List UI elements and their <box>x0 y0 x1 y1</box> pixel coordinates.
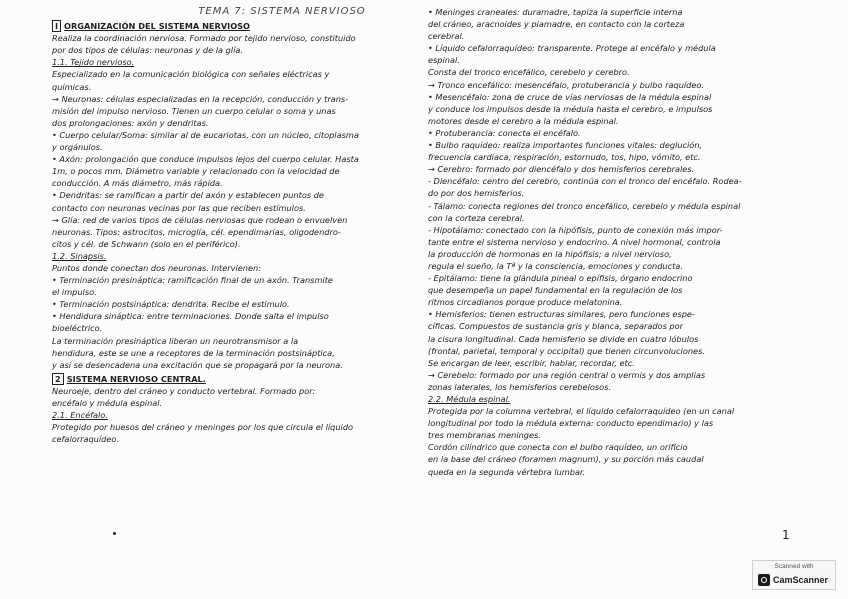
note-line: y así se desencadena una excitación que se propagará por la neurona. <box>52 359 343 370</box>
note-line: queda en la segunda vértebra lumbar. <box>428 466 586 477</box>
left-column <box>52 6 422 445</box>
note-line: cefalorraquídeo. <box>52 434 119 445</box>
note-line: por dos tipos de células: neuronas y de la glía. <box>52 45 243 56</box>
note-line: en la base del cráneo (foramen magnum), y su porción más caudal <box>428 454 704 465</box>
note-line: y conduce los impulsos desde la médula hasta el cerebro, e impulsos <box>428 103 713 114</box>
note-line: 1m, o pocos mm. Diámetro variable y relacionado con la velocidad de <box>52 166 340 177</box>
note-line: • Hendidura sináptica: entre terminaciones. Donde salta el impulso <box>52 311 329 322</box>
note-line: tres membranas meninges. <box>428 430 541 441</box>
note-line: • Cuerpo celular/Soma: similar al de eucariotas, con un núcleo, citoplasma <box>52 129 359 140</box>
note-line: contacto con neuronas vecinas por las que reciben estímulos. <box>52 202 306 213</box>
section-number-box: I <box>52 20 61 32</box>
note-line: el impulso. <box>52 287 97 298</box>
note-line: motores desde el cerebro a la médula espinal. <box>428 115 619 126</box>
note-line: → Tronco encefálico: mesencéfalo, protuberancia y bulbo raquídeo. <box>428 79 705 90</box>
note-line: Realiza la coordinación nerviosa. Formado por tejido nervioso, constituido <box>52 33 356 44</box>
page-number: 1 <box>782 528 790 542</box>
camscanner-logo-icon <box>758 574 770 586</box>
note-line: do por dos hemisferios. <box>428 188 525 199</box>
note-line: Puntos donde conectan dos neuronas. Intervienen: <box>52 262 261 273</box>
note-line: frecuencia cardíaca, respiración, estornudo, tos, hipo, vómito, etc. <box>428 152 701 163</box>
note-line: • Protuberancia: conecta el encéfalo. <box>428 127 581 138</box>
section-heading-text: ORGANIZACIÓN DEL SISTEMA NERVIOSO <box>64 21 251 32</box>
note-line: neuronas. Tipos: astrocitos, microglía, cél. ependimarias, oligodendro- <box>52 226 341 237</box>
note-line: misión del impulso nervioso. Tienen un cuerpo celular o soma y unas <box>52 105 336 116</box>
note-line: ritmos circadianos porque produce melatonina. <box>428 297 623 308</box>
note-line: del cráneo, aracnoides y piamadre, en contacto con la corteza <box>428 19 685 30</box>
subsection-heading: 1.2. Sinapsis. <box>52 250 107 261</box>
ink-dot <box>113 532 116 535</box>
note-line: → Cerebelo: formado por una región central o vermis y dos amplias <box>428 369 706 380</box>
page-title: TEMA 7: SISTEMA NERVIOSO <box>198 6 366 17</box>
note-line: Especializado en la comunicación biológica con señales eléctricas y <box>52 69 330 80</box>
note-line: • Dendritas: se ramifican a partir del axón y establecen puntos de <box>52 190 324 201</box>
note-line: • Bulbo raquídeo: realiza importantes funciones vitales: deglución, <box>428 140 703 151</box>
note-line: - Epitálamo: tiene la glándula pineal o epífisis, órgano endocrino <box>428 273 693 284</box>
note-line: y orgánulos. <box>52 142 103 153</box>
note-line: • Axón: prolongación que conduce impulsos lejos del cuerpo celular. Hasta <box>52 154 359 165</box>
camscanner-watermark <box>752 560 836 590</box>
note-line: Protegido por huesos del cráneo y meninges por los que circula el líquido <box>52 422 354 433</box>
note-line: hendidura, este se une a receptores de la terminación postsináptica, <box>52 347 335 358</box>
section-number-box: 2 <box>52 373 64 385</box>
section-heading <box>52 20 422 32</box>
note-line: Protegida por la columna vertebral, el líquido cefalorraquídeo (en un canal <box>428 406 735 417</box>
note-line: Consta del tronco encefálico, cerebelo y cerebro. <box>428 67 630 78</box>
note-line: cíficas. Compuestos de sustancia gris y blanca, separados por <box>428 321 684 332</box>
note-line: la cisura longitudinal. Cada hemisferio se divide en cuatro lóbulos <box>428 333 699 344</box>
watermark-caption: Scanned with <box>774 563 814 570</box>
note-line: que desempeña un papel fundamental en la regulación de los <box>428 285 683 296</box>
note-line: bioeléctrico. <box>52 323 103 334</box>
subsection-heading: 1.1. Tejido nervioso. <box>52 57 135 68</box>
note-line: → Neuronas: células especializadas en la recepción, conducción y trans- <box>52 93 349 104</box>
section-heading-text: SISTEMA NERVIOSO CENTRAL. <box>66 373 206 384</box>
note-line: dos prolongaciones: axón y dendritas. <box>52 117 209 128</box>
note-line: regula el sueño, la Tª y la consciencia, emociones y conducta. <box>428 260 683 271</box>
subsection-heading: 2.1. Encéfalo. <box>52 410 108 421</box>
note-line: cerebral. <box>428 31 465 42</box>
note-line: conducción. A más diámetro, más rápida. <box>52 178 223 189</box>
section-heading <box>52 373 422 385</box>
note-line: • Hemisferios: tienen estructuras similares, pero funciones espe- <box>428 309 695 320</box>
note-line: longitudinal por todo la médula externa: conducto ependimario) y las <box>428 418 714 429</box>
note-line: • Mesencéfalo: zona de cruce de vías nerviosas de la médula espinal <box>428 91 712 102</box>
note-line: • Terminación presináptica: ramificación final de un axón. Transmite <box>52 275 333 286</box>
subsection-heading: 2.2. Médula espinal. <box>428 394 511 404</box>
note-line: → Glía: red de varios tipos de células nerviosas que rodean o envuelven <box>52 214 348 225</box>
note-line: (frontal, parietal, temporal y occipital) que tienen circunvoluciones. <box>428 345 705 356</box>
note-line: Se encargan de leer, escribir, hablar, recordar, etc. <box>428 357 635 368</box>
note-line: • Líquido cefalorraquídeo: transparente. Protege al encéfalo y médula <box>428 43 716 54</box>
note-line: Neuroeje, dentro del cráneo y conducto vertebral. Formado por: <box>52 385 316 396</box>
note-line: • Terminación postsináptica: dendrita. Recibe el estímulo. <box>52 299 290 310</box>
note-line: zonas laterales, los hemisferios cerebelosos. <box>428 381 612 392</box>
note-line: - Tálamo: conecta regiones del tronco encefálico, cerebelo y médula espinal <box>428 200 741 211</box>
note-line: tante entre el sistema nervioso y endocrino. A nivel hormonal, controla <box>428 236 721 247</box>
note-line: encéfalo y médula espinal. <box>52 398 163 408</box>
note-line: citos y cél. de Schwann (solo en el periférico). <box>52 238 241 249</box>
note-line: - Hipotálamo: conectado con la hipófisis, punto de conexión más impor- <box>428 224 723 235</box>
note-line: La terminación presináptica liberan un neurotransmisor a la <box>52 335 299 346</box>
note-line: Cordón cilíndrico que conecta con el bulbo raquídeo, un orificio <box>428 442 688 453</box>
note-line: • Meninges craneales: duramadre, tapiza la superficie interna <box>428 7 683 17</box>
note-line: la producción de hormonas en la hipófisis; a nivel nervioso, <box>428 248 672 259</box>
right-column <box>428 6 800 478</box>
note-line: con la corteza cerebral. <box>428 212 525 223</box>
watermark-brand: CamScanner <box>773 575 829 585</box>
note-line: químicas. <box>52 81 92 92</box>
note-line: espinal. <box>428 55 460 66</box>
note-line: → Cerebro: formado por diencéfalo y dos hemisferios cerebrales. <box>428 164 695 175</box>
note-line: - Diencéfalo: centro del cerebro, continúa con el tronco del encéfalo. Rodea- <box>428 176 742 187</box>
